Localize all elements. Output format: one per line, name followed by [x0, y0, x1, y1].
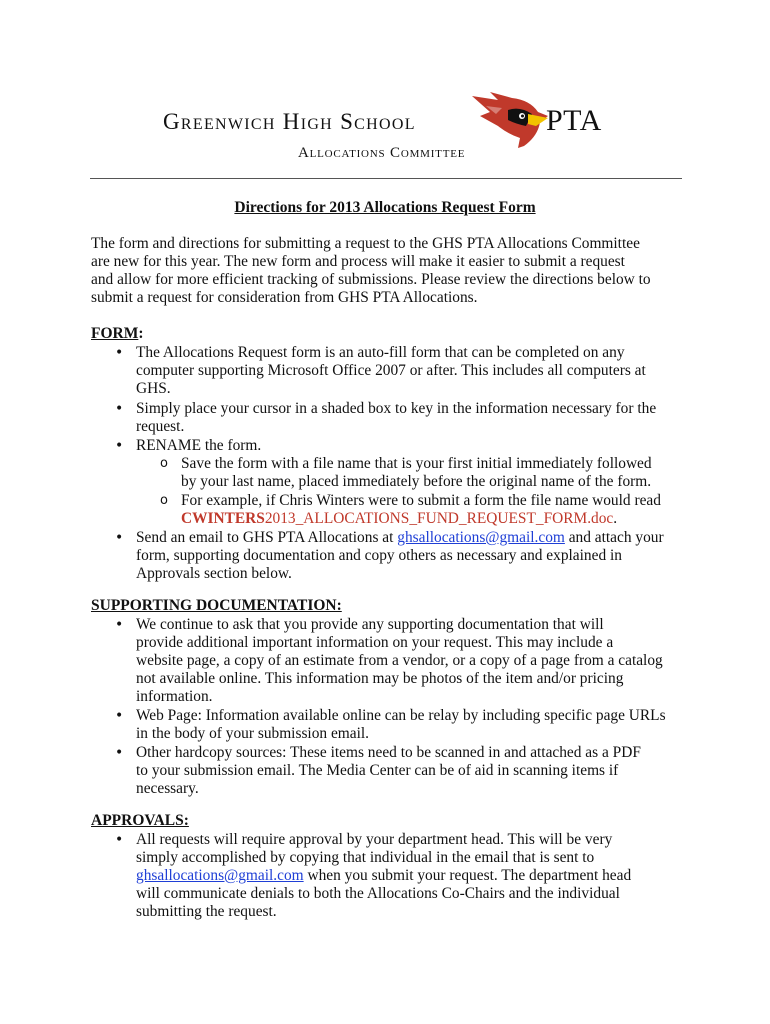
form-bullet-line: request.	[136, 418, 185, 435]
cardinal-logo-icon	[468, 90, 550, 150]
form-subbullet-line: Save the form with a file name that is your first initial immediately followed	[181, 455, 652, 472]
bullet-icon: •	[115, 832, 124, 848]
approvals-heading: APPROVALS:	[91, 812, 189, 829]
approvals-bullet-line: will communicate denials to both the Allocations Co-Chairs and the individual	[136, 885, 620, 902]
supporting-bullet-line: website page, a copy of an estimate from a vendor, or a copy of a page from a catalog	[136, 652, 663, 669]
supporting-bullet-line: to your submission email. The Media Center can be of aid in scanning items if	[136, 762, 619, 779]
supporting-bullet-line: in the body of your submission email.	[136, 725, 369, 742]
form-subbullet-line: by your last name, placed immediately before the original name of the form.	[181, 473, 652, 490]
bullet-icon: •	[115, 401, 124, 417]
pta-label: PTA	[546, 104, 602, 137]
approvals-email-outro: when you submit your request. The department head	[303, 867, 632, 884]
supporting-bullet-line: necessary.	[136, 780, 199, 797]
supporting-bullet-line: Web Page: Information available online can be relay by including specific page URLs	[136, 707, 666, 724]
filename-initials: CWINTERS	[181, 510, 265, 527]
example-filename	[181, 510, 617, 528]
supporting-bullet-line: We continue to ask that you provide any supporting documentation that will	[136, 616, 604, 633]
filename-period: .	[613, 510, 618, 527]
school-name: Greenwich High School	[163, 109, 416, 134]
header-divider	[90, 178, 682, 179]
bullet-icon: •	[115, 708, 124, 724]
intro-line: The form and directions for submitting a request to the GHS PTA Allocations Committee	[91, 235, 640, 252]
form-bullet-line: form, supporting documentation and copy others as necessary and explained in	[136, 547, 622, 564]
form-bullet-line	[136, 529, 664, 547]
form-bullet-line: GHS.	[136, 380, 171, 397]
committee-name: Allocations Committee	[298, 145, 466, 161]
bullet-icon: •	[115, 617, 124, 633]
form-subbullet-line: For example, if Chris Winters were to submit a form the file name would read	[181, 492, 661, 509]
bullet-icon: •	[115, 530, 124, 546]
supporting-heading: SUPPORTING DOCUMENTATION:	[91, 597, 342, 614]
form-heading	[91, 325, 144, 343]
intro-line: submit a request for consideration from GHS PTA Allocations.	[91, 289, 478, 306]
supporting-bullet-line: not available online. This information may be photos of the item and/or pricing	[136, 670, 624, 687]
bullet-icon: •	[115, 438, 124, 454]
email-intro-text: Send an email to GHS PTA Allocations at	[136, 529, 398, 546]
approvals-bullet-line: All requests will require approval by your department head. This will be very	[136, 831, 613, 848]
supporting-bullet-line: information.	[136, 688, 213, 705]
supporting-bullet-line: provide additional important information on your request. This may include a	[136, 634, 614, 651]
approvals-bullet-line	[136, 867, 631, 885]
form-bullet-line: RENAME the form.	[136, 437, 262, 454]
approvals-bullet-line: submitting the request.	[136, 903, 277, 920]
form-bullet-line: Simply place your cursor in a shaded box to key in the information necessary for the	[136, 400, 657, 417]
sub-bullet-icon: o	[160, 456, 168, 471]
approvals-bullet-line: simply accomplished by copying that individual in the email that is sent to	[136, 849, 595, 866]
bullet-icon: •	[115, 745, 124, 761]
intro-line: and allow for more efficient tracking of submissions. Please review the directions below to	[91, 271, 651, 288]
form-heading-text: FORM	[91, 325, 139, 342]
email-link[interactable]: ghsallocations@gmail.com	[397, 529, 565, 546]
document-title: Directions for 2013 Allocations Request Form	[234, 199, 536, 216]
form-bullet-line: Approvals section below.	[136, 565, 292, 582]
filename-rest: 2013_ALLOCATIONS_FUND_REQUEST_FORM.doc	[264, 510, 614, 527]
form-bullet-line: The Allocations Request form is an auto-fill form that can be completed on any	[136, 344, 625, 361]
email-outro-text: and attach your	[564, 529, 664, 546]
form-heading-colon: :	[138, 325, 144, 342]
intro-line: are new for this year. The new form and process will make it easier to submit a request	[91, 253, 625, 270]
form-bullet-line: computer supporting Microsoft Office 2007 or after. This includes all computers at	[136, 362, 646, 379]
supporting-bullet-line: Other hardcopy sources: These items need to be scanned in and attached as a PDF	[136, 744, 641, 761]
bullet-icon: •	[115, 345, 124, 361]
email-link[interactable]: ghsallocations@gmail.com	[136, 867, 304, 884]
sub-bullet-icon: o	[160, 493, 168, 508]
